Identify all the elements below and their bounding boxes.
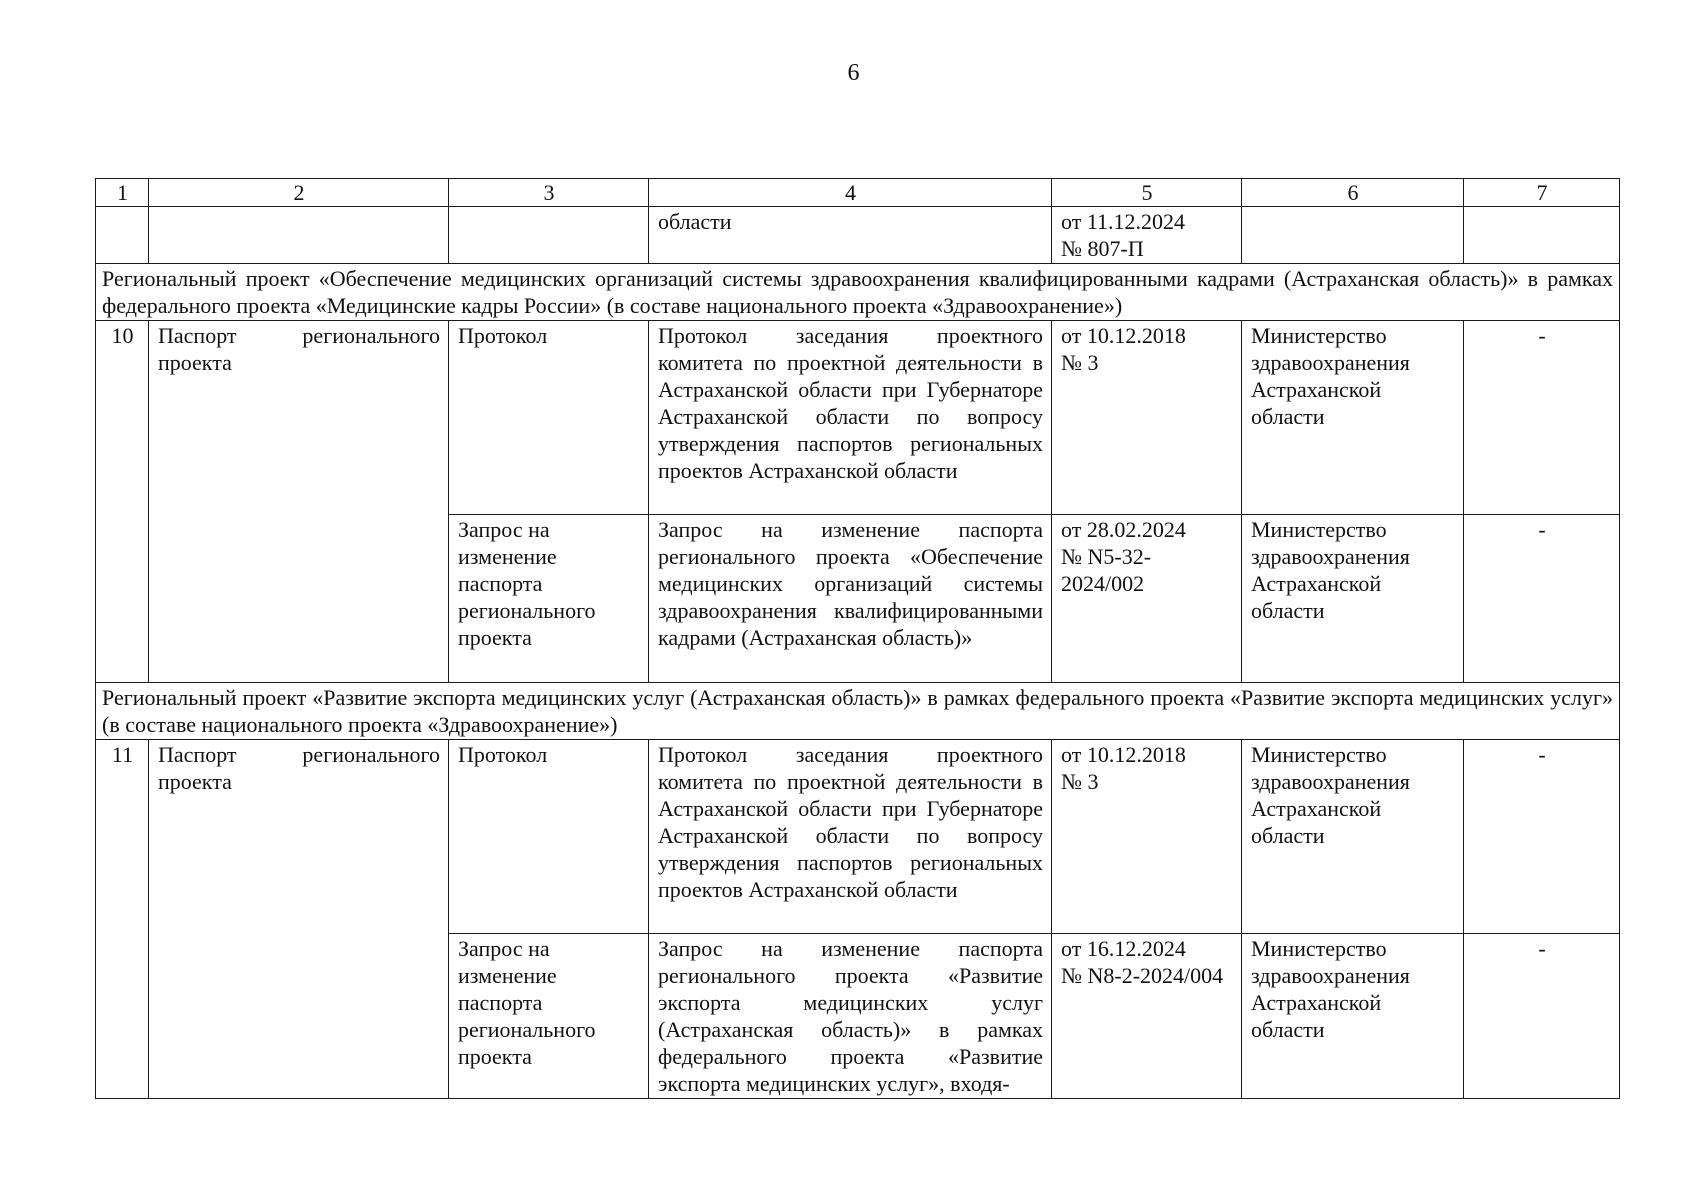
document-type: Запрос на изменение паспорта регионального проекта: [449, 515, 649, 683]
document-date-number: от 10.12.2018 № 3: [1052, 321, 1242, 515]
cell-empty: [449, 207, 649, 264]
column-header-7: 7: [1464, 179, 1620, 207]
note: -: [1464, 515, 1620, 683]
row-number: 11: [96, 740, 149, 1099]
note: -: [1464, 321, 1620, 515]
documents-table: [95, 178, 1620, 1099]
column-header-3: 3: [449, 179, 649, 207]
document-description: Протокол заседания проектного комитета по проектной деятельности в Астраханской области при Губернаторе Астраханской области по вопросу утверждения паспортов региональных проектов Астраханской области: [649, 321, 1052, 515]
continuation-row: [96, 207, 1620, 264]
page-number: 6: [847, 60, 860, 86]
document-date-number: от 16.12.2024 № N8-2-2024/004: [1052, 934, 1242, 1099]
document-description: Запрос на изменение паспорта регионального проекта «Обеспечение медицинских организаций системы здравоохранения квалифицированными кадрами (Астраханская область)»: [649, 515, 1052, 683]
column-header-2: 2: [149, 179, 449, 207]
note: -: [1464, 934, 1620, 1099]
responsible-organization: Министерство здравоохранения Астраханской области: [1242, 515, 1464, 683]
section-title: Региональный проект «Обеспечение медицинских организаций системы здравоохранения квалифицированными кадрами (Астраханская область)» в рамках федерального проекта «Медицинские кадры России» (в составе национального проекта «Здравоохранение»): [96, 264, 1620, 321]
section-header-row: [96, 264, 1620, 321]
document-type: Протокол: [449, 321, 649, 515]
cell-empty: [1464, 207, 1620, 264]
note: -: [1464, 740, 1620, 934]
document-type: Запрос на изменение паспорта регионального проекта: [449, 934, 649, 1099]
cell-empty: [1242, 207, 1464, 264]
responsible-organization: Министерство здравоохранения Астраханской области: [1242, 321, 1464, 515]
column-header-4: 4: [649, 179, 1052, 207]
continuation-description: области: [649, 207, 1052, 264]
table-row: [96, 740, 1620, 934]
document-date-number: от 28.02.2024 № N5-32-2024/002: [1052, 515, 1242, 683]
document-name: Паспорт регионального проекта: [149, 321, 449, 683]
document-type: Протокол: [449, 740, 649, 934]
document-description: Запрос на изменение паспорта регионального проекта «Развитие экспорта медицинских услуг (Астраханская область)» в рамках федерального проекта «Развитие экспорта медицинских услуг», входя-: [649, 934, 1052, 1099]
continuation-date-number: от 11.12.2024 № 807-П: [1052, 207, 1242, 264]
cell-empty: [149, 207, 449, 264]
column-header-6: 6: [1242, 179, 1464, 207]
column-number-header-row: [96, 179, 1620, 207]
table-row: [96, 321, 1620, 515]
document-name: Паспорт регионального проекта: [149, 740, 449, 1099]
document-date-number: от 10.12.2018 № 3: [1052, 740, 1242, 934]
responsible-organization: Министерство здравоохранения Астраханской области: [1242, 740, 1464, 934]
responsible-organization: Министерство здравоохранения Астраханской области: [1242, 934, 1464, 1099]
cell-empty: [96, 207, 149, 264]
section-header-row: [96, 683, 1620, 740]
column-header-1: 1: [96, 179, 149, 207]
column-header-5: 5: [1052, 179, 1242, 207]
document-description: Протокол заседания проектного комитета по проектной деятельности в Астраханской области при Губернаторе Астраханской области по вопросу утверждения паспортов региональных проектов Астраханской области: [649, 740, 1052, 934]
section-title: Региональный проект «Развитие экспорта медицинских услуг (Астраханская область)» в рамках федерального проекта «Развитие экспорта медицинских услуг» (в составе национального проекта «Здравоохранение»): [96, 683, 1620, 740]
row-number: 10: [96, 321, 149, 683]
